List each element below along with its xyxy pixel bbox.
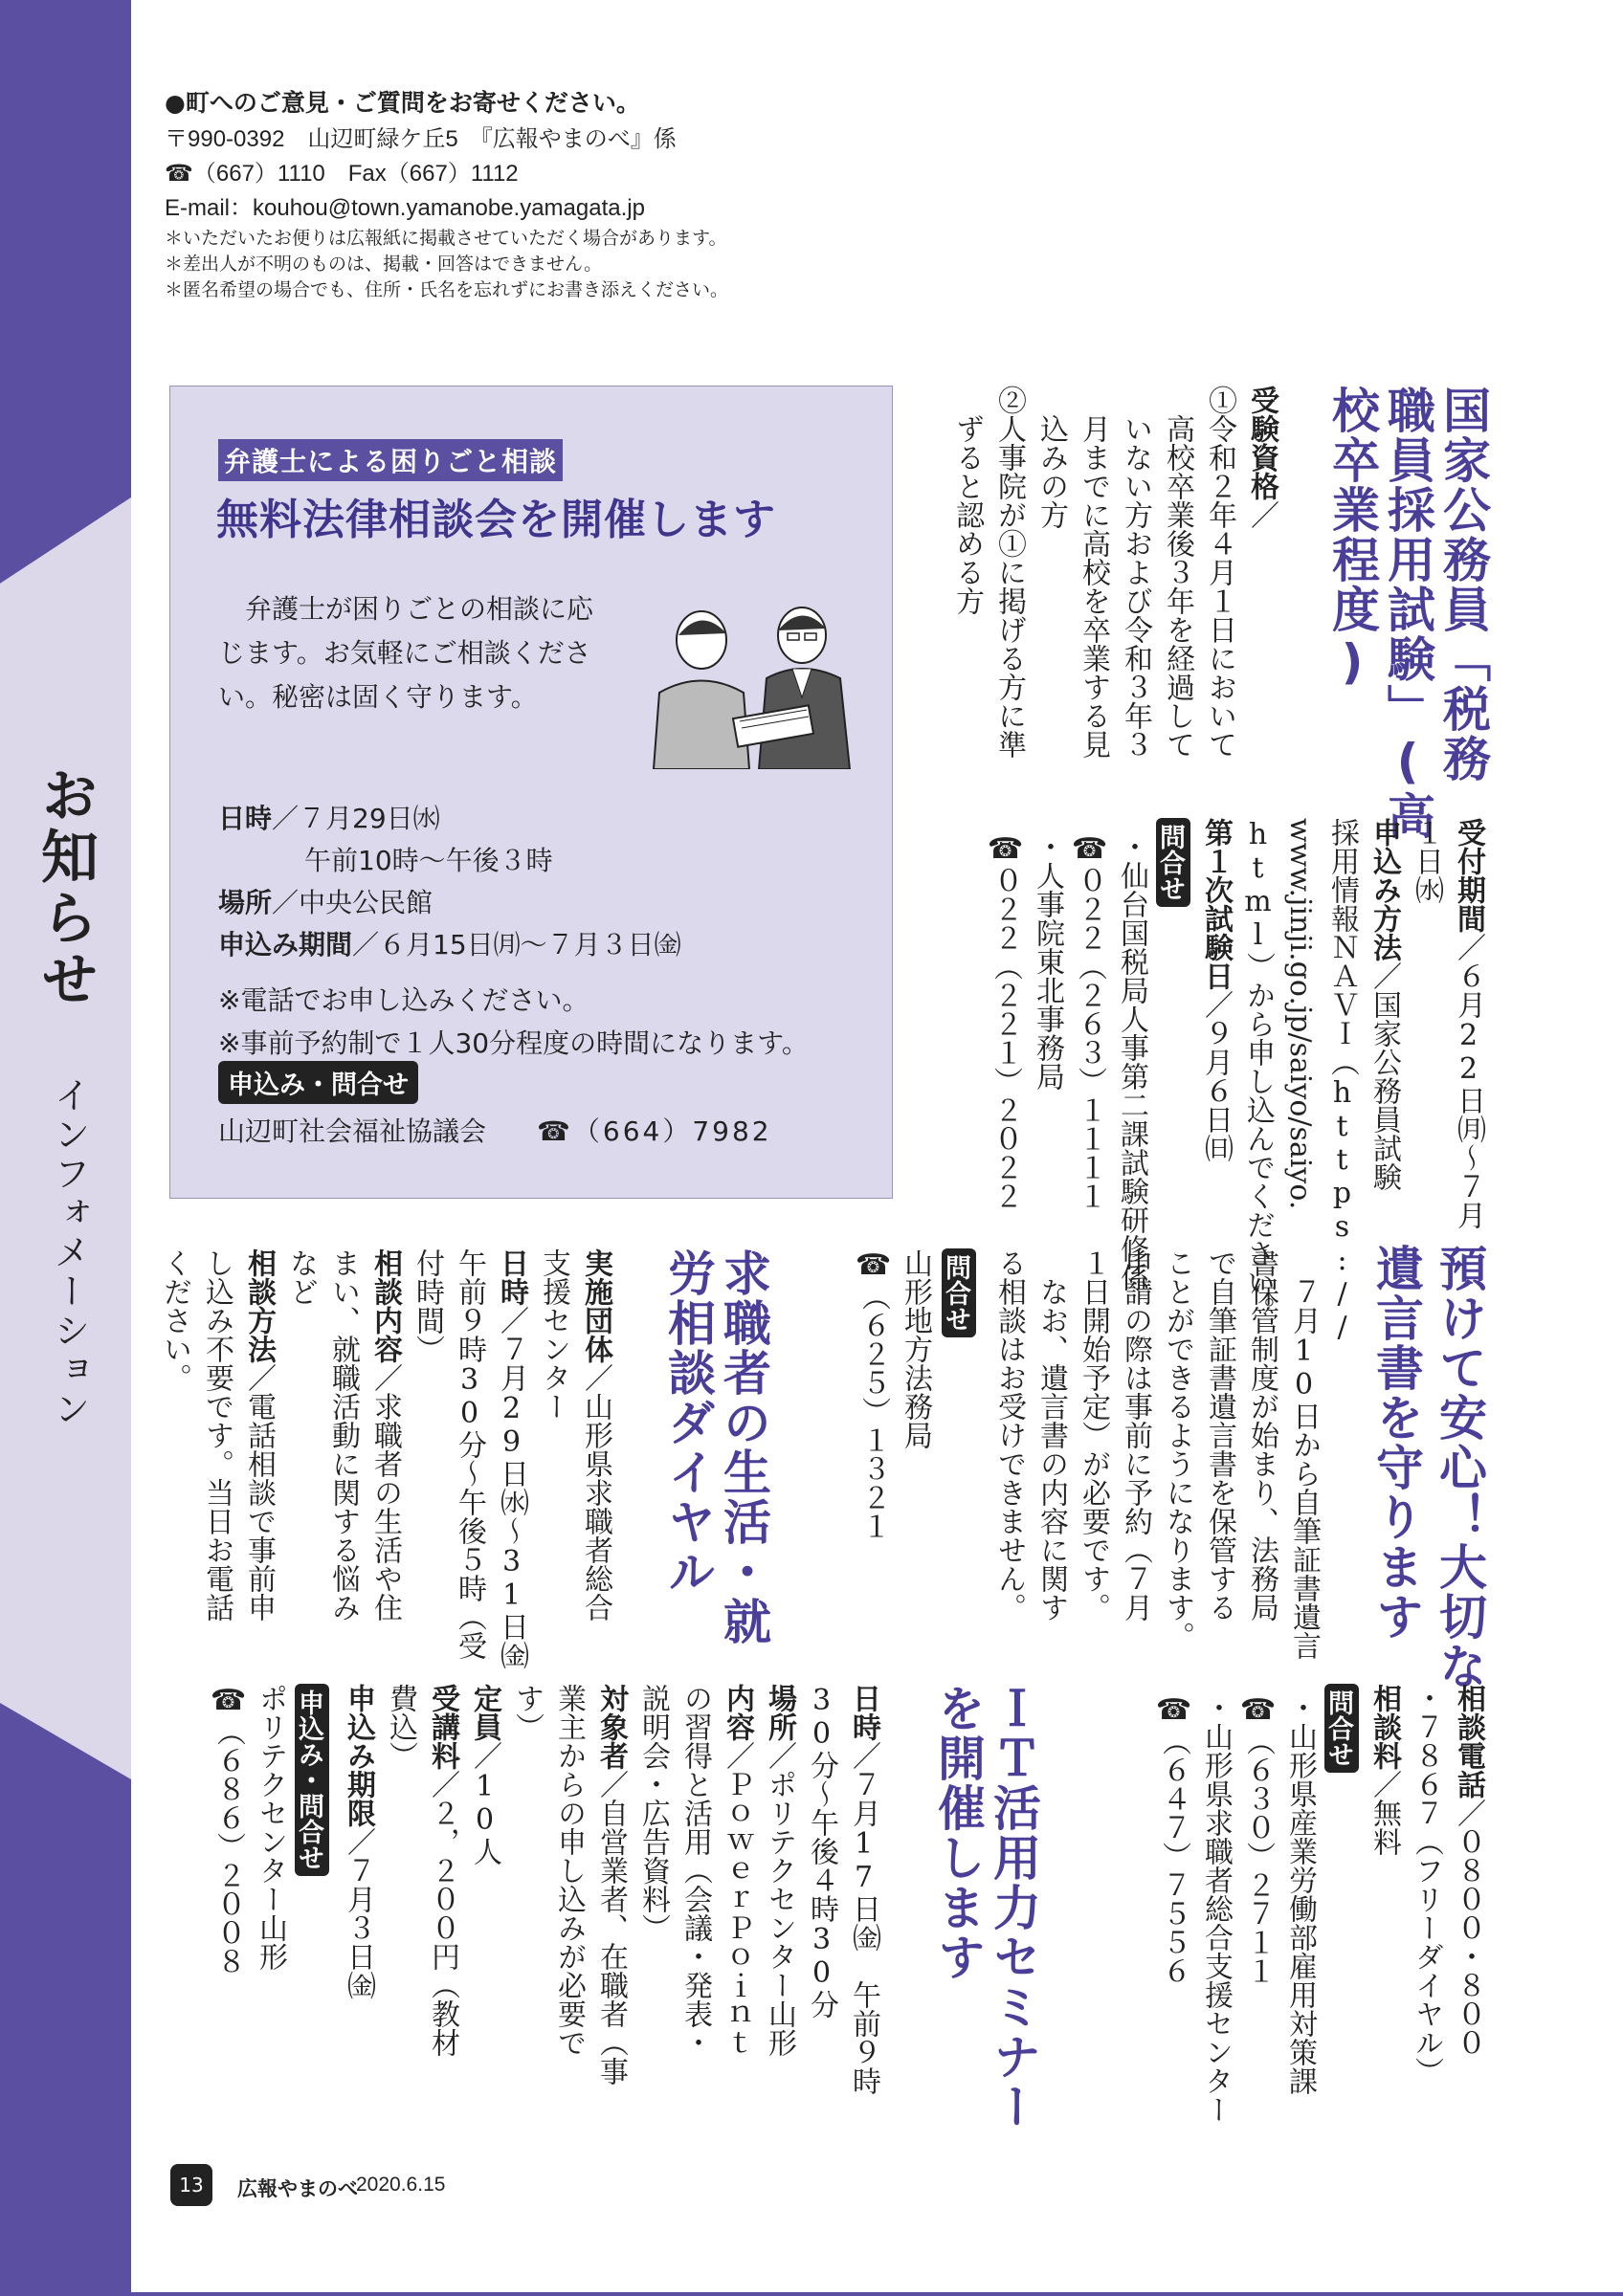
it-date-value: ／７月17日㈮ 午前９時 — [847, 1741, 880, 2095]
opinion-tel: ☎（667）1110 Fax（667）1112 — [165, 161, 519, 187]
job-content-label: 相談内容 — [368, 1248, 402, 1363]
will-body: なお、遺言書の内容に関す — [1034, 1277, 1068, 1622]
lawyer-note: ※電話でお申し込みください。 — [218, 984, 589, 1016]
job-contact-tel: ☎（６３０）２７１１ — [1241, 1693, 1275, 1985]
will-body: 書保管制度が始まり、法務局 — [1245, 1248, 1278, 1622]
job-fee-label: 相談料 — [1367, 1684, 1401, 1770]
lawyer-date-row — [218, 798, 440, 840]
sidebar — [0, 0, 131, 2296]
it-title-line: ＩＴ活用力セミナー — [986, 1684, 1041, 2131]
inquiry-badge: 問合せ — [1156, 818, 1190, 907]
it-org: ポリテクセンター山形 — [254, 1684, 287, 1971]
kokka-method-value: ／国家公務員試験 — [1367, 961, 1401, 1191]
kokka-qual-text: ①令和２年４月１日において — [1203, 386, 1236, 759]
job-title-line: 労相談ダイヤル — [660, 1248, 716, 1597]
it-tel: ☎（６８６）２００８ — [211, 1684, 245, 1976]
job-content-cont: など — [284, 1248, 318, 1306]
job-content-cont: まい、就職活動に関する悩み — [326, 1248, 360, 1622]
it-target-cont: 業主からの申し込みが必要で — [552, 1684, 586, 2057]
kokka-period-cont: １日㈬ — [1410, 818, 1443, 904]
it-target-label: 対象者 — [594, 1684, 628, 1770]
kokka-qual-text: ②人事院が①に掲げる方に準 — [992, 386, 1026, 759]
kokka-contact: ・人事院東北事務局 — [1031, 832, 1064, 1091]
kokka-contact: ・仙台国税局人事第二課試験研修係 — [1115, 832, 1148, 1292]
it-date-label: 日時 — [847, 1684, 880, 1741]
publication-name: 広報やまのべ — [237, 2177, 358, 2200]
job-fee-value: ／無料 — [1367, 1770, 1401, 1856]
it-fee-cont: 費込） — [384, 1684, 417, 1770]
job-method-cont: し込み不要です。当日お電話 — [200, 1248, 233, 1622]
lawyer-time: 午前10時～午後３時 — [304, 845, 553, 876]
lawyer-title: 無料法律相談会を開催します — [216, 496, 776, 544]
it-deadline-label: 申込み期限 — [342, 1684, 375, 1827]
will-body: ことができるようになります。 — [1161, 1248, 1194, 1650]
it-fee-value: ／２，２００円（教材 — [426, 1770, 459, 2057]
will-tel: ☎（６２５）１３２１ — [856, 1248, 890, 1540]
lawyer-date-label: 日時 — [218, 803, 273, 834]
kokka-qual-text: 高校卒業後３年を経過して — [1161, 414, 1194, 759]
lawyer-date: ／７月29日㈬ — [272, 803, 440, 834]
job-tel — [1447, 1684, 1489, 2057]
opinion-title: ● 町へのご意見・ご質問をお寄せください。 — [165, 84, 892, 119]
it-deadline-value: ／７月３日㈮ — [342, 1827, 375, 1999]
publication-date: 2020.6.15 — [356, 2174, 446, 2196]
job-tel-cont: ・７８６７（フリーダイヤル） — [1410, 1684, 1443, 2086]
job-contact-tel: ☎（６４７）７５５６ — [1157, 1693, 1190, 1985]
kokka-period-value: ／６月22日㈪～７月 — [1452, 933, 1485, 1229]
it-date-cont: 30分～午後４時30分 — [805, 1684, 838, 2019]
section-title: お知らせ — [32, 765, 99, 1010]
opinion-notice — [165, 84, 892, 303]
section-subtitle: インフォメーション — [48, 1076, 90, 1429]
lawyer-period-row — [218, 924, 681, 966]
kokka-period — [1447, 818, 1489, 1229]
lawyer-place-label: 場所 — [218, 887, 273, 918]
will-org: 山形地方法務局 — [899, 1248, 932, 1449]
inquiry-badge: 問合せ — [942, 1248, 976, 1337]
it-capacity — [463, 1684, 505, 1866]
opinion-note: ＊匿名希望の場合でも、住所・氏名を忘れずにお書き添えください。 — [165, 279, 729, 300]
lawyer-org: 山辺町社会福祉協議会 — [218, 1115, 487, 1147]
it-place-value: ／ポリテクセンター山形 — [763, 1741, 796, 2057]
opinion-note: ＊いただいたお便りは広報紙に掲載させていただく場合があります。 — [165, 228, 727, 249]
kokka-qual-label: 受験資格 — [1245, 386, 1278, 500]
it-target-value: ／自営業者、在職者（事 — [594, 1770, 628, 2086]
kokka-qual-text: 月までに高校を卒業する見 — [1077, 414, 1110, 759]
job-method-value: ／電話相談で事前申 — [242, 1363, 276, 1622]
kokka-method — [1363, 818, 1405, 1191]
job-method — [237, 1248, 279, 1622]
kokka-method-cont: 採用情報ＮＡＶＩ（https:// — [1325, 818, 1359, 1344]
kokka-period-label: 受付期間 — [1452, 818, 1485, 933]
will-body: １日開始予定）が必要です。 — [1077, 1248, 1110, 1622]
lawyer-tel: ☎（664）7982 — [537, 1115, 772, 1147]
it-content-value: ／ＰｏｗｅｒＰｏｉｎｔ — [721, 1741, 754, 2057]
lawyer-kicker: 弁護士による困りごと相談 — [218, 439, 563, 481]
consultation-illustration — [644, 602, 864, 769]
kokka-title-line: 国家公務員「税務 — [1435, 386, 1491, 784]
lawyer-period: ／６月15日㈪～７月３日㈮ — [352, 929, 681, 960]
it-place — [758, 1684, 800, 2057]
it-content-cont: 説明会・広告資料） — [636, 1684, 670, 1942]
it-fee — [421, 1684, 463, 2057]
job-org — [574, 1248, 616, 1622]
job-method-label: 相談方法 — [242, 1248, 276, 1363]
it-content — [716, 1684, 758, 2057]
it-capacity-value: ／10人 — [468, 1741, 501, 1866]
job-title-line: 求職者の生活・就 — [716, 1248, 771, 1646]
it-place-label: 場所 — [763, 1684, 796, 1741]
kokka-title-line: 校卒業程度) — [1324, 386, 1380, 692]
job-method-cont: ください。 — [158, 1248, 191, 1392]
kokka-exam-label: 第１次試験日 — [1199, 818, 1233, 990]
kokka-title-line: 職員採用試験」(高 — [1380, 386, 1435, 841]
inquiry-badge: 問合せ — [1324, 1684, 1359, 1773]
it-fee-label: 受講料 — [426, 1684, 459, 1770]
bottom-rule — [131, 2292, 1623, 2296]
kokka-qual-text: いない方および令和３年３ — [1119, 414, 1152, 759]
job-fee — [1363, 1684, 1405, 1856]
kokka-method-label: 申込み方法 — [1367, 818, 1401, 961]
kokka-qual — [1240, 386, 1282, 529]
kokka-exam-value: ／９月６日㈰ — [1199, 990, 1233, 1162]
kokka-contact-tel: ☎０２２（２６３）１１１１ — [1073, 832, 1106, 1210]
lawyer-intro: 弁護士が困りごとの相談に応じます。お気軽にご相談ください。秘密は固く守ります。 — [218, 593, 594, 713]
kokka-qual-text: ずると認める方 — [950, 414, 984, 615]
job-org-cont: 支援センター — [537, 1248, 570, 1421]
job-date-label: 日時 — [495, 1248, 528, 1306]
will-body: 申請の際は事前に予約（７月 — [1119, 1248, 1152, 1622]
job-date-cont: 午前９時30分～午後５時（受 — [453, 1248, 486, 1660]
job-date-cont: 付時間） — [411, 1248, 444, 1363]
opinion-email[interactable]: E-mail：kouhou@town.yamanobe.yamagata.jp — [165, 195, 645, 221]
it-deadline — [337, 1684, 379, 1999]
job-org-label: 実施団体 — [579, 1248, 612, 1363]
opinion-address: 〒990-0392 山辺町緑ケ丘5 『広報やまのべ』係 — [165, 126, 677, 152]
will-title-line: 預けて安心！大切な — [1432, 1244, 1487, 1691]
apply-inquiry-badge: 申込み・問合せ — [295, 1684, 329, 1876]
kokka-contact-tel: ☎０２２（２２１）２０２２ — [989, 832, 1022, 1210]
job-org-value: ／山形県求職者総合 — [579, 1363, 612, 1622]
it-capacity-label: 定員 — [468, 1684, 501, 1741]
kokka-method-cont: html）から申し込んでください。 — [1241, 818, 1275, 1325]
kokka-exam — [1194, 818, 1236, 1162]
lawyer-period-label: 申込み期間 — [218, 929, 353, 960]
job-tel-label: 相談電話 — [1452, 1684, 1485, 1799]
job-contact: ・山形県求職者総合支援センター — [1199, 1693, 1233, 2124]
kokka-qual-text: 込みの方 — [1034, 414, 1068, 529]
will-body: る相談はお受けできません。 — [992, 1248, 1026, 1622]
lawyer-consultation-box — [169, 386, 893, 1199]
will-title-line: 遺言書を守ります — [1368, 1244, 1424, 1642]
will-body: ７月10日から自筆証書遺言 — [1287, 1277, 1321, 1660]
it-content-label: 内容 — [721, 1684, 754, 1741]
job-date — [490, 1248, 532, 1669]
it-target — [589, 1684, 632, 2086]
opinion-note: ＊差出人が不明のものは、掲載・回答はできません。 — [165, 254, 603, 275]
apply-inquiry-badge: 申込み・問合せ — [218, 1061, 418, 1104]
page-number: 13 — [170, 2164, 212, 2206]
kokka-qual-sep: ／ — [1245, 500, 1278, 529]
it-target-cont: す） — [510, 1684, 544, 1741]
job-tel-value: ／０８００・８００ — [1452, 1799, 1485, 2057]
job-contact: ・山形県産業労働部雇用対策課 — [1283, 1693, 1317, 2095]
job-content — [364, 1248, 406, 1622]
will-body: で自筆証書遺言書を保管する — [1203, 1248, 1236, 1622]
it-date — [842, 1684, 884, 2095]
job-date-value: ／７月29日㈬～31日㈮ — [495, 1306, 528, 1669]
lawyer-note: ※事前予約制で１人30分程度の時間になります。 — [218, 1027, 809, 1059]
it-title-line: を開催します — [930, 1684, 986, 1982]
job-content-value: ／求職者の生活や住 — [368, 1363, 402, 1622]
lawyer-place: ／中央公民館 — [272, 887, 434, 918]
lawyer-place-row — [218, 882, 433, 924]
kokka-method-url[interactable]: www.jinji.go.jp/saiyo/saiyo. — [1283, 818, 1317, 1210]
it-content-cont: の習得と活用（会議・発表・ — [678, 1684, 712, 2057]
